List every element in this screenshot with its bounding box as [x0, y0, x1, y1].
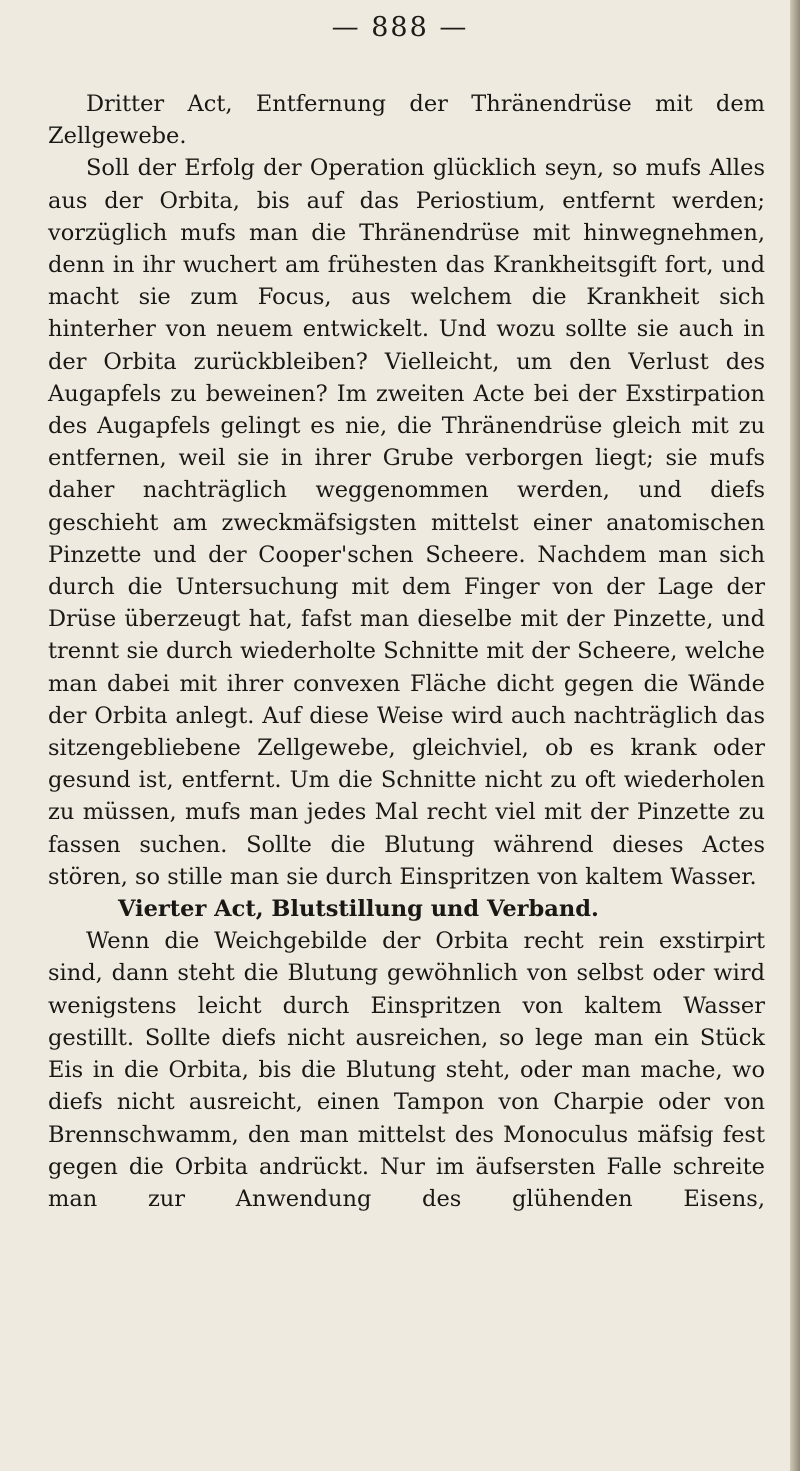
page-number: — 888 —	[331, 12, 469, 43]
heading-vierter-act: Vierter Act, Blutstillung und Verband.	[118, 896, 599, 923]
paragraph-dritter-act: Dritter Act, Entfernung der Thränendrüse mit dem Zellgewebe.	[48, 91, 765, 150]
paragraph-operation: Soll der Erfolg der Operation glücklich seyn, so mufs Alles aus der Orbita, bis auf das Periostium, entfernt werden; vorzüglich mufs man die Thränendrüse mit hinwegnehmen, denn in ihr wuchert am frühesten das Krankheitsgift fort, und macht sie zum Focus, aus welchem die Krankheit sich hinterher von neuem entwickelt. Und wozu sollte sie auch in der Orbita zurückbleiben? Vielleicht, um den Verlust des Augapfels zu beweinen? Im zweiten Acte bei der Exstirpation des Augapfels gelingt es nie, die Thränendrüse gleich mit zu entfernen, weil sie in ihrer Grube verborgen liegt; sie mufs daher nachträglich weggenommen werden, und diefs geschieht am zweckmäfsigsten mittelst einer anatomischen Pinzette und der Cooper'schen Scheere. Nachdem man sich durch die Untersuchung mit dem Finger von der Lage der Drüse überzeugt hat, fafst man dieselbe mit der Pinzette, und trennt sie durch wiederholte Schnitte mit der Scheere, welche man dabei mit ihrer convexen Fläche dicht gegen die Wände der Orbita anlegt. Auf diese Weise wird auch nachträglich das sitzengebliebene Zellgewebe, gleichviel, ob es krank oder gesund ist, entfernt. Um die Schnitte nicht zu oft wiederholen zu müssen, mufs man jedes Mal recht viel mit der Pinzette zu fassen suchen. Sollte die Blutung während dieses Actes stören, so stille man sie durch Einspritzen von kaltem Wasser.	[48, 155, 765, 890]
page-edge-shadow	[790, 0, 800, 1471]
paragraph-blutstillung: Wenn die Weichgebilde der Orbita recht rein exstirpirt sind, dann steht die Blutung gewöhnlich von selbst oder wird wenigstens leicht durch Einspritzen von kaltem Wasser gestillt. Sollte diefs nicht ausreichen, so lege man ein Stück Eis in die Orbita, bis die Blutung steht, oder man mache, wo diefs nicht ausreicht, einen Tampon von Charpie oder von Brennschwamm, den man mittelst des Monoculus mäfsig fest gegen die Orbita andrückt. Nur im äufsersten Falle schreite man zur Anwendung des glühenden Eisens,	[48, 928, 765, 1212]
body-text	[48, 88, 765, 1215]
